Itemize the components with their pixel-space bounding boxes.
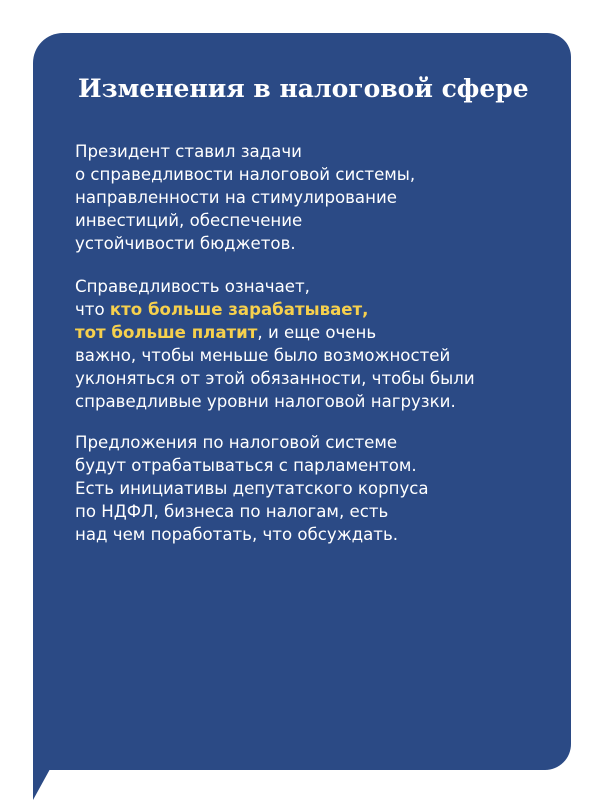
text-line: справедливые уровни налоговой нагрузки. bbox=[75, 392, 456, 411]
text-line: устойчивости бюджетов. bbox=[75, 234, 296, 253]
text-line: инвестиций, обеспечение bbox=[75, 211, 303, 230]
text-line: будут отрабатываться с парламентом. bbox=[75, 456, 417, 475]
text-line: Президент ставил задачи bbox=[75, 142, 302, 161]
highlighted-text: тот больше платит bbox=[75, 323, 258, 342]
paragraph-fairness bbox=[75, 275, 475, 413]
text-fragment: , и еще очень bbox=[257, 323, 377, 342]
speech-bubble-tail bbox=[33, 760, 55, 800]
text-line: над чем поработать, что обсуждать. bbox=[75, 525, 399, 544]
highlighted-text: кто больше зарабатывает, bbox=[109, 300, 369, 319]
text-line: о справедливости налоговой системы, bbox=[75, 165, 416, 184]
text-line: важно, чтобы меньше было возможностей bbox=[75, 346, 451, 365]
text-line bbox=[75, 298, 475, 321]
paragraph-proposals bbox=[75, 431, 429, 546]
text-line: по НДФЛ, бизнеса по налогам, есть bbox=[75, 502, 389, 521]
text-line: Справедливость означает, bbox=[75, 277, 310, 296]
text-line: Предложения по налоговой системе bbox=[75, 433, 398, 452]
text-fragment: что bbox=[75, 300, 110, 319]
card-title: Изменения в налоговой сфере bbox=[78, 74, 529, 103]
text-line: направленности на стимулирование bbox=[75, 188, 397, 207]
text-line: Есть инициативы депутатского корпуса bbox=[75, 479, 429, 498]
text-line: уклоняться от этой обязанности, чтобы были bbox=[75, 369, 475, 388]
paragraph-president-tasks bbox=[75, 140, 415, 255]
text-line bbox=[75, 321, 475, 344]
